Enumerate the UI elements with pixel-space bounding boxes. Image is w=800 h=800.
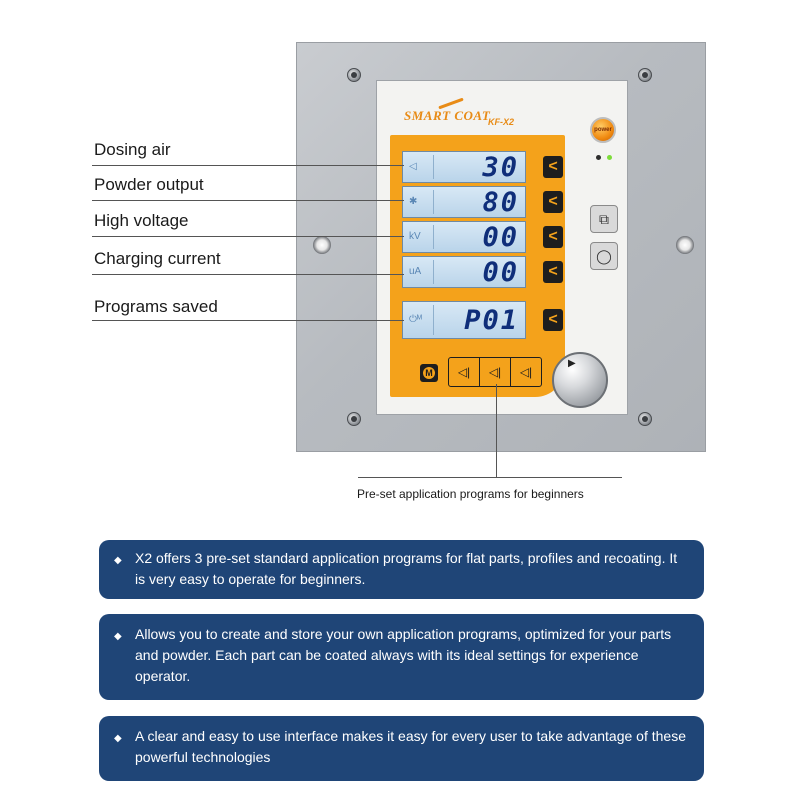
preset-program-selector[interactable]: [448, 357, 542, 387]
model-name: KF-X2: [488, 117, 515, 127]
air-icon: ◁: [409, 161, 417, 172]
powder-output-value: 80: [482, 187, 519, 218]
high-voltage-display: [402, 221, 526, 253]
label-dosing-air: Dosing air: [94, 140, 171, 159]
screw-icon: [638, 412, 652, 426]
program-display: [402, 301, 526, 339]
power-button[interactable]: power: [590, 117, 616, 143]
ua-icon: uA: [409, 266, 422, 277]
charging-current-button[interactable]: <: [543, 261, 563, 283]
leader-line: [358, 477, 622, 478]
info-text: A clear and easy to use interface makes it easy for every user to take advantage of these powerful technologies: [135, 728, 686, 765]
copy-icon[interactable]: ⧉: [590, 205, 618, 233]
screw-icon: [638, 68, 652, 82]
status-led-icon: [607, 155, 612, 160]
leader-line: [92, 274, 404, 275]
program-value: P01: [464, 305, 519, 336]
leader-line: [92, 320, 404, 321]
mounting-hole: [676, 236, 694, 254]
dosing-air-button[interactable]: <: [543, 156, 563, 178]
high-voltage-button[interactable]: <: [543, 226, 563, 248]
dosing-air-display: [402, 151, 526, 183]
label-programs-saved: Programs saved: [94, 297, 218, 316]
preset-caption: Pre-set application programs for beginners: [357, 487, 584, 501]
program-button[interactable]: <: [543, 309, 563, 331]
status-led-icon: [596, 155, 601, 160]
info-box-interface: [99, 716, 704, 781]
screw-icon: [347, 68, 361, 82]
info-text: X2 offers 3 pre-set standard application programs for flat parts, profiles and recoating. It is very easy to operate for beginners.: [135, 550, 678, 587]
label-charging-current: Charging current: [94, 249, 221, 268]
mounting-hole: [313, 236, 331, 254]
charging-current-display: [402, 256, 526, 288]
charging-current-value: 00: [482, 257, 519, 288]
preset-flat-parts-icon[interactable]: ◁|: [457, 365, 471, 379]
powder-icon: ✱: [409, 196, 418, 207]
leader-line: [92, 236, 404, 237]
bullet-icon: ◆: [114, 733, 122, 744]
program-icon: ⏻ᴹ: [409, 314, 423, 325]
high-voltage-value: 00: [482, 222, 519, 253]
powder-output-button[interactable]: <: [543, 191, 563, 213]
knob-pointer-icon: ▶: [568, 358, 576, 369]
screw-icon: [347, 412, 361, 426]
powder-output-display: [402, 186, 526, 218]
preset-profiles-icon[interactable]: ◁|: [479, 358, 510, 386]
preset-recoating-icon[interactable]: ◁|: [510, 358, 541, 386]
rotary-knob[interactable]: [552, 352, 608, 408]
dosing-air-value: 30: [482, 152, 519, 183]
standby-icon[interactable]: ◯: [590, 242, 618, 270]
brand-logo: SMART COAT: [404, 108, 491, 123]
bullet-icon: ◆: [114, 555, 122, 566]
mode-button-label: M: [423, 367, 435, 379]
leader-line: [92, 200, 404, 201]
bullet-icon: ◆: [114, 631, 122, 642]
leader-line: [92, 165, 404, 166]
info-box-presets: [99, 540, 704, 599]
leader-line: [496, 384, 497, 477]
mode-button[interactable]: [420, 364, 438, 382]
label-powder-output: Powder output: [94, 175, 204, 194]
info-text: Allows you to create and store your own application programs, optimized for your parts and powder. Each part can be coated always with its ideal settings for experience operator.: [135, 626, 672, 684]
label-high-voltage: High voltage: [94, 211, 189, 230]
kv-icon: kV: [409, 231, 421, 242]
info-box-custom-programs: [99, 614, 704, 700]
